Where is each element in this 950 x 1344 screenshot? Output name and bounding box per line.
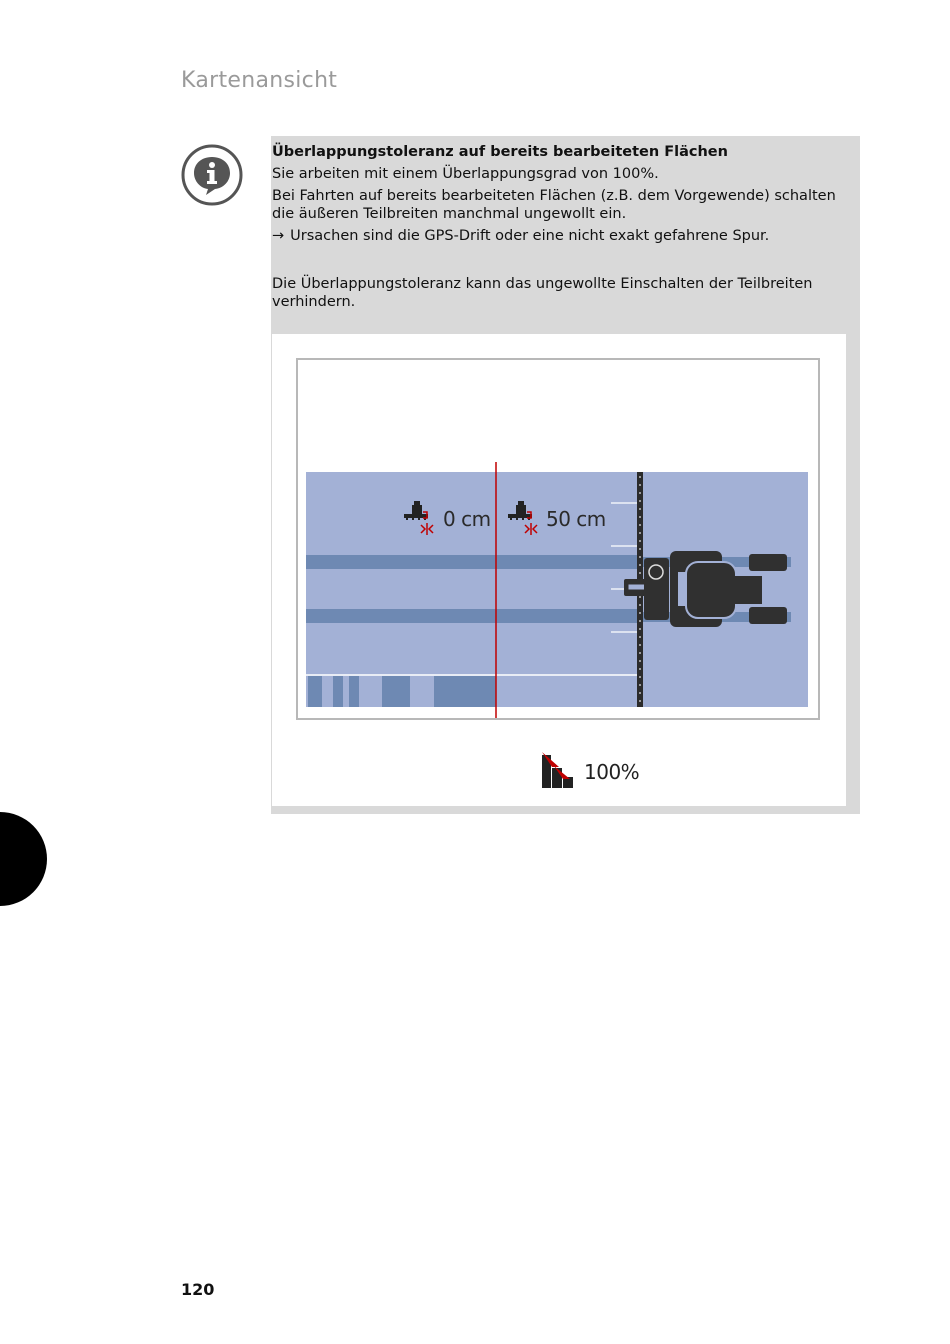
page-header-title: Kartenansicht: [181, 68, 338, 93]
note-line-4: Die Überlappungstoleranz kann das ungewollte Einschalten der Teilbreiten verhindern.: [272, 276, 813, 310]
tolerance-icon: [506, 500, 542, 536]
overlap-degree-icon: [541, 751, 575, 789]
overlap-degree-value: 100%: [584, 760, 640, 784]
tolerance-icon: [402, 500, 438, 536]
page-number: 120: [181, 1280, 215, 1299]
track-lower: [306, 609, 641, 623]
note-line-3-text: Ursachen sind die GPS-Drift oder eine nicht exakt gefahrene Spur.: [290, 228, 770, 244]
info-icon: [181, 144, 243, 206]
tolerance-label-right: 50 cm: [546, 507, 606, 531]
tractor-icon: [624, 551, 787, 627]
track-upper: [306, 555, 641, 569]
note-title: Überlappungstoleranz auf bereits bearbeiteten Flächen: [272, 144, 728, 160]
arrow-icon: →: [272, 228, 285, 244]
note-line-1: Sie arbeiten mit einem Überlappungsgrad von 100%.: [272, 166, 659, 182]
chapter-tab-marker: [0, 812, 47, 906]
note-line-2: Bei Fahrten auf bereits bearbeiteten Flächen (z.B. dem Vorgewende) schalten die äußeren Teilbreiten manchmal ungewollt ein.: [272, 188, 836, 222]
field-map: [306, 462, 808, 718]
note-line-3: [272, 227, 852, 245]
note-text: [272, 143, 852, 315]
tolerance-label-left: 0 cm: [443, 507, 491, 531]
